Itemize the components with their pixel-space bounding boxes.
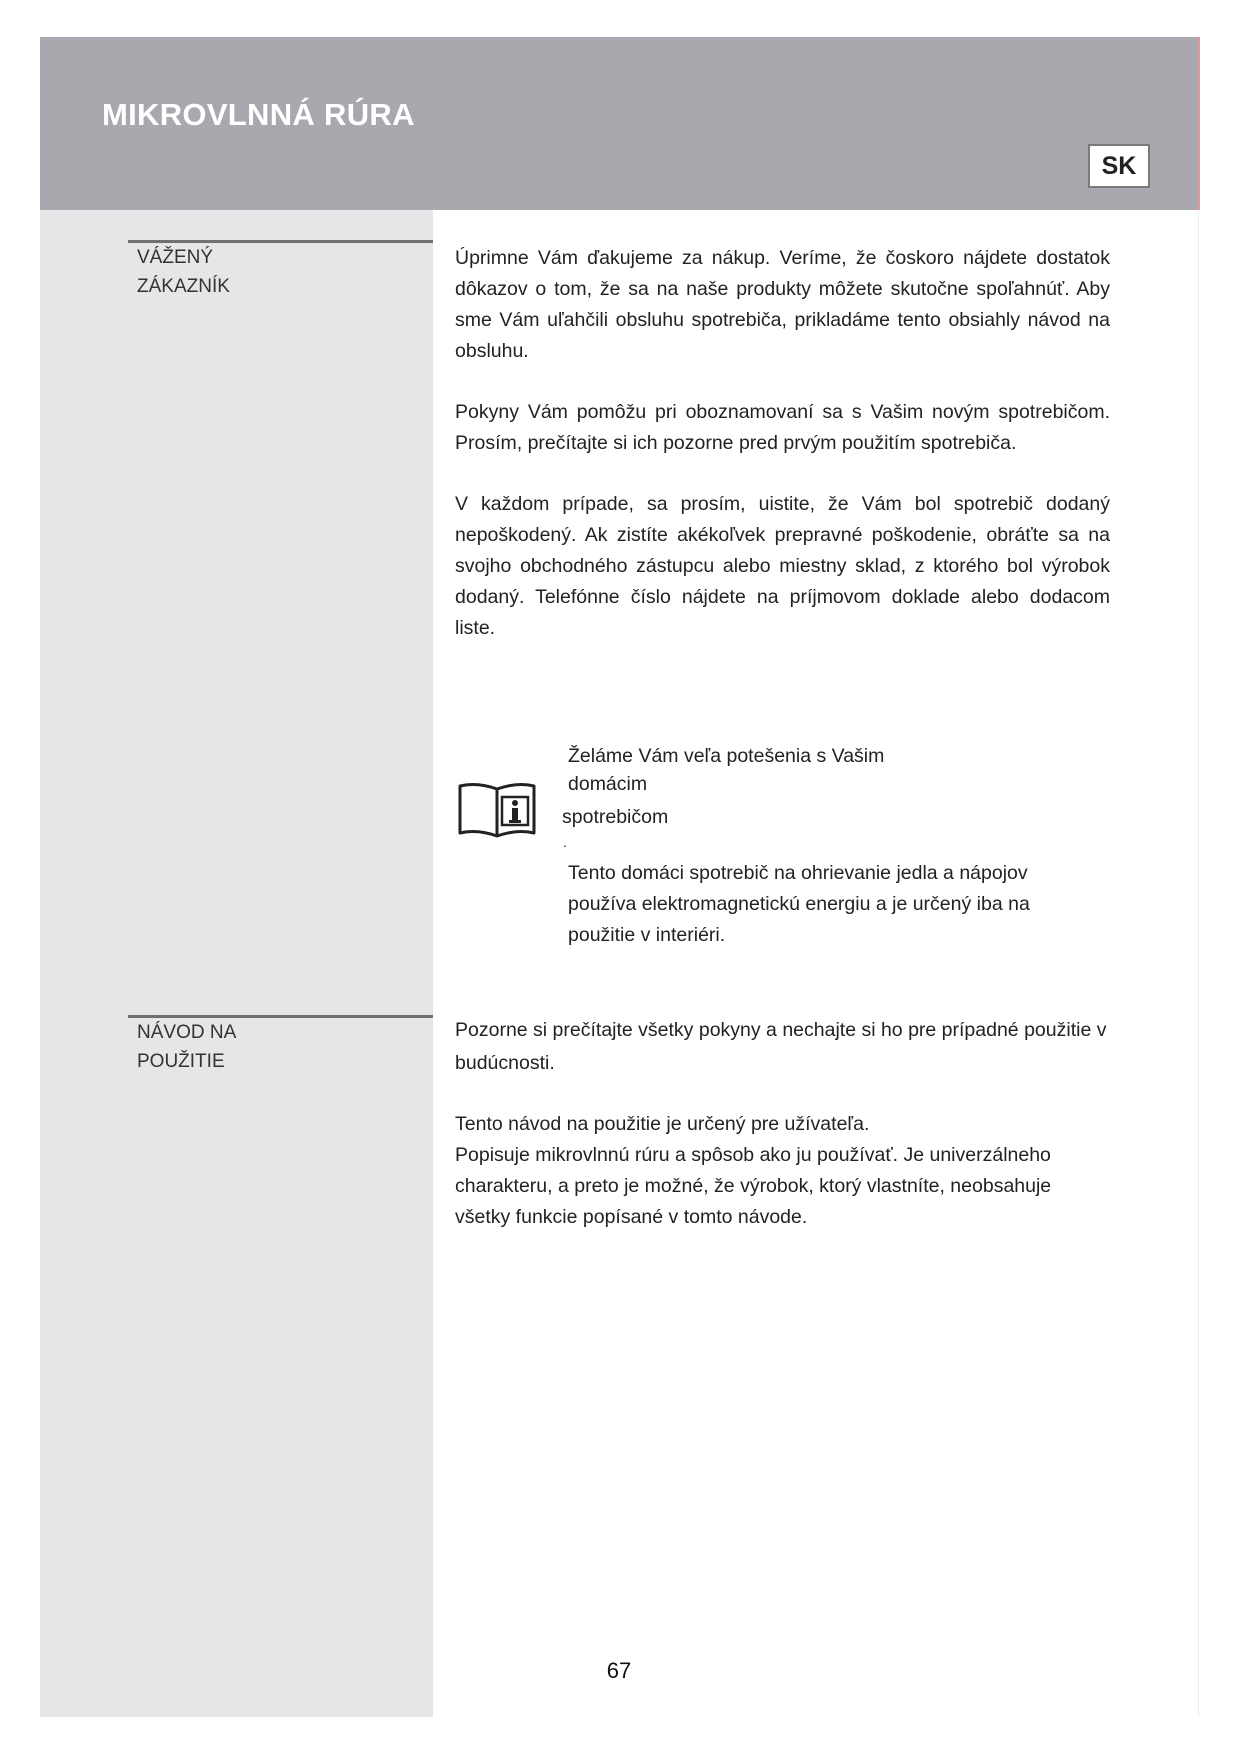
instructions-paragraph: Pokyny Vám pomôžu pri oboznamovaní sa s Vašim novým spotrebičom. Prosím, prečítajte si ich pozorne pred prvým použitím spotrebiča. [455,401,1110,454]
section-label-customer [128,240,433,301]
info-book-icon [457,780,537,840]
page-header [40,37,1199,210]
section-label-manual [128,1015,433,1076]
section-label-line: ZÁKAZNÍK [137,276,230,297]
delivery-paragraph: V každom prípade, sa prosím, uistite, že Vám bol spotrebič dodaný nepoškodený. Ak zistíte akékoľvek prepravné poškodenie, obráťte sa na svojho obchodného zástupcu alebo miestny sklad, z ktorého bol výrobok dodaný. Telefónne číslo nájdete na príjmovom doklade alebo dodacom liste. [455,493,1110,639]
section-label-line: NÁVOD NA [137,1022,237,1043]
header-edge-rule [1198,37,1200,210]
language-badge: SK [1088,144,1150,188]
left-sidebar [40,210,433,1717]
customer-section-body [455,243,1110,644]
page-number: 67 [606,1658,632,1683]
manual-paragraph-1: Pozorne si prečítajte všetky pokyny a nechajte si ho pre prípadné použitie v budúcnosti. [455,1019,1107,1074]
section-label-line: POUŽITIE [137,1051,225,1072]
manual-paragraph-2-line-1: Tento návod na použitie je určený pre užívateľa. [455,1113,870,1135]
section-label-line: VÁŽENÝ [137,247,214,268]
info-line-2: domácim [568,773,648,795]
info-dot: . [563,834,567,850]
info-line-3: spotrebičom [562,806,669,828]
info-description: Tento domáci spotrebič na ohrievanie jedla a nápojov používa elektromagnetickú energiu a je určený iba na použitie v interiéri. [568,862,1030,946]
manual-paragraph-2: Popisuje mikrovlnnú rúru a spôsob ako ju používať. Je univerzálneho charakteru, a preto je možné, že výrobok, ktorý vlastníte, neobsahuje všetky funkcie popísané v tomto návode. [455,1144,1052,1228]
intro-paragraph: Úprimne Vám ďakujeme za nákup. Veríme, že čoskoro nájdete dostatok dôkazov o tom, že sa na naše produkty môžete skutočne spoľahnúť. Aby sme Vám uľahčili obsluhu spotrebiča, prikladáme tento obsiahly návod na obsluhu. [455,247,1110,362]
manual-section-body [455,1014,1110,1233]
right-edge-rule [1198,210,1199,1717]
document-title: MIKROVLNNÁ RÚRA [102,97,415,132]
info-line-1: Želáme Vám veľa potešenia s Vašim [568,745,885,767]
